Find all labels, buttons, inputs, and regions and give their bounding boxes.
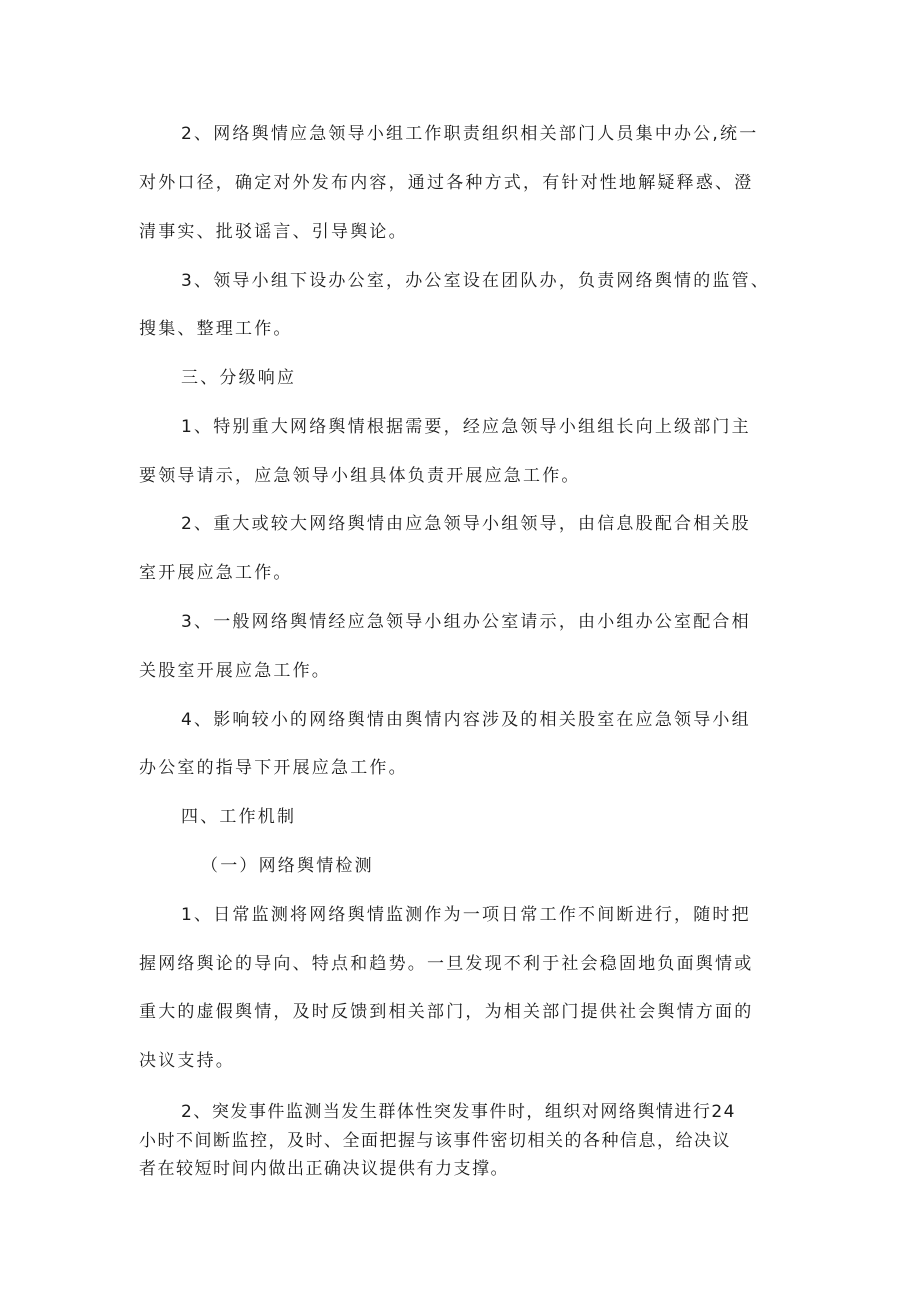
text-line: 4、影响较小的网络舆情由舆情内容涉及的相关股室在应急领导小组 bbox=[181, 710, 751, 730]
text-line: 2、重大或较大网络舆情由应急领导小组领导，由信息股配合相关股 bbox=[181, 514, 751, 534]
text-line: 关股室开展应急工作。 bbox=[139, 661, 331, 681]
text-line: 室开展应急工作。 bbox=[139, 563, 293, 583]
section-heading: 三、分级响应 bbox=[181, 368, 297, 388]
subsection-heading: （一）网络舆情检测 bbox=[201, 856, 374, 876]
text-line: 2、网络舆情应急领导小组工作职责组织相关部门人员集中办公,统一 bbox=[181, 124, 759, 144]
text-line: 要领导请示，应急领导小组具体负责开展应急工作。 bbox=[139, 466, 581, 486]
text-line: 3、一般网络舆情经应急领导小组办公室请示，由小组办公室配合相 bbox=[181, 612, 751, 632]
text-line: 3、领导小组下设办公室，办公室设在团队办，负责网络舆情的监管、 bbox=[181, 271, 771, 291]
text-line: 2、突发事件监测当发生群体性突发事件时，组织对网络舆情进行24 bbox=[181, 1102, 736, 1122]
section-heading: 四、工作机制 bbox=[181, 807, 297, 827]
text-line: 重大的虚假舆情，及时反馈到相关部门，为相关部门提供社会舆情方面的 bbox=[139, 1002, 754, 1022]
text-line: 握网络舆论的导向、特点和趋势。一旦发现不利于社会稳固地负面舆情或 bbox=[139, 954, 754, 974]
text-line: 决议支持。 bbox=[139, 1051, 235, 1071]
text-line: 办公室的指导下开展应急工作。 bbox=[139, 758, 408, 778]
text-line: 清事实、批驳谣言、引导舆论。 bbox=[139, 222, 408, 242]
text-line: 小时不间断监控，及时、全面把握与该事件密切相关的各种信息，给决议 bbox=[139, 1131, 731, 1151]
text-line: 对外口径，确定对外发布内容，通过各种方式，有针对性地解疑释惑、澄 bbox=[139, 173, 754, 193]
text-line: 搜集、整理工作。 bbox=[139, 319, 293, 339]
text-line: 者在较短时间内做出正确决议提供有力支撑。 bbox=[139, 1159, 509, 1179]
text-line: 1、特别重大网络舆情根据需要，经应急领导小组组长向上级部门主 bbox=[181, 417, 751, 437]
text-line: 1、日常监测将网络舆情监测作为一项日常工作不间断进行，随时把 bbox=[181, 905, 751, 925]
